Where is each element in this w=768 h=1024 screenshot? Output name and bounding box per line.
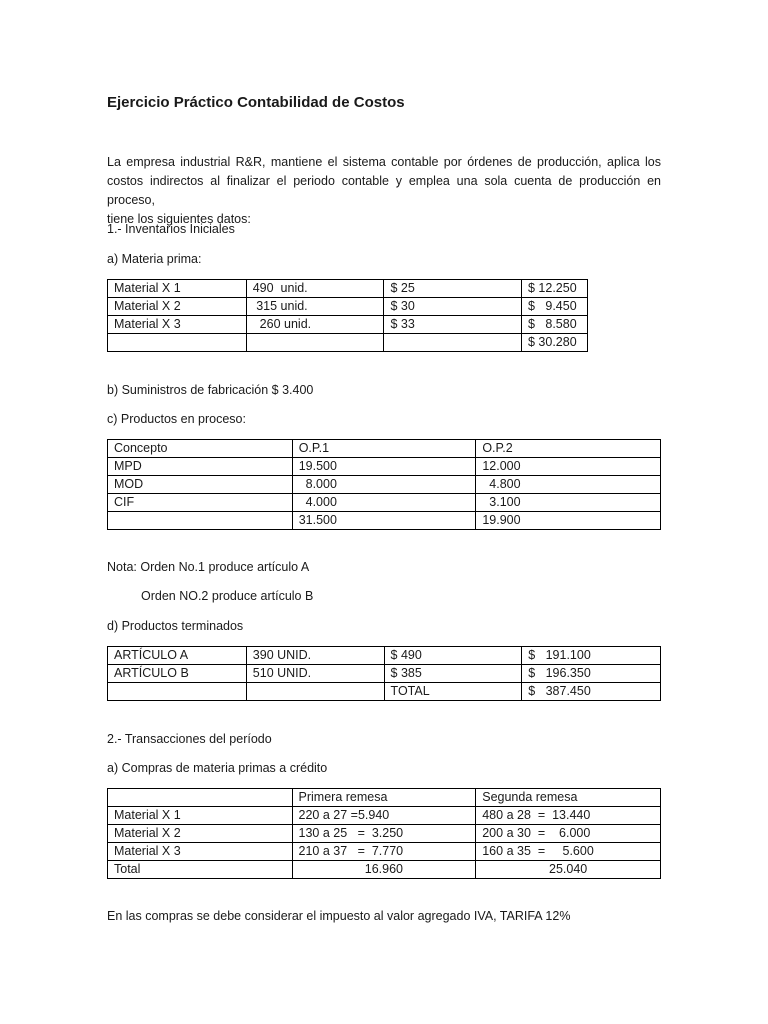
table-cell: $ 30 [384,298,522,316]
table-cell: TOTAL [384,683,522,701]
materia-prima-table [107,279,588,352]
table-row [108,440,661,458]
table-cell: Material X 1 [108,280,247,298]
table-row [108,476,661,494]
table-cell: ARTÍCULO B [108,665,247,683]
table-row [108,334,588,352]
table-row [108,825,661,843]
table-cell: $ 387.450 [522,683,661,701]
table-row [108,665,661,683]
table-row [108,789,661,807]
table-cell: Material X 2 [108,825,293,843]
table-cell: 480 a 28 = 13.440 [476,807,661,825]
table-cell: $ 33 [384,316,522,334]
table-cell: Segunda remesa [476,789,661,807]
table-row [108,316,588,334]
table-cell [246,334,384,352]
table-cell: 200 a 30 = 6.000 [476,825,661,843]
table-cell: $ 12.250 [522,280,588,298]
section-heading-inventarios: 1.- Inventarios Iniciales [107,222,235,236]
table-cell: 19.900 [476,512,661,530]
table-row [108,458,661,476]
iva-note: En las compras se debe considerar el impuesto al valor agregado IVA, TARIFA 12% [107,909,571,923]
table-cell: 130 a 25 = 3.250 [292,825,476,843]
table-row [108,647,661,665]
table-row [108,494,661,512]
intro-line: La empresa industrial R&R, mantiene el sistema contable por órdenes de producción, aplica los [107,155,661,169]
table-row [108,683,661,701]
table-cell [384,334,522,352]
table-cell: 12.000 [476,458,661,476]
table-row [108,298,588,316]
productos-terminados-table [107,646,661,701]
table-cell: $ 490 [384,647,522,665]
table-cell: $ 25 [384,280,522,298]
document-title: Ejercicio Práctico Contabilidad de Costos [107,94,405,111]
table-cell [108,334,247,352]
table-cell: 210 a 37 = 7.770 [292,843,476,861]
table-cell: ARTÍCULO A [108,647,247,665]
table-cell: $ 30.280 [522,334,588,352]
table-cell: 16.960 [292,861,476,879]
compras-heading: a) Compras de materia primas a crédito [107,761,328,775]
materia-prima-heading: a) Materia prima: [107,252,202,266]
table-cell: Primera remesa [292,789,476,807]
table-cell: 25.040 [476,861,661,879]
table-cell: 19.500 [292,458,476,476]
intro-paragraph [107,153,661,229]
table-cell: 4.000 [292,494,476,512]
table-cell: 31.500 [292,512,476,530]
table-cell: Total [108,861,293,879]
table-cell: $ 385 [384,665,522,683]
table-cell [108,683,247,701]
table-cell: 260 unid. [246,316,384,334]
table-cell: Material X 1 [108,807,293,825]
table-row [108,280,588,298]
table-cell [108,512,293,530]
productos-terminados-heading: d) Productos terminados [107,619,244,633]
table-cell: O.P.2 [476,440,661,458]
table-cell: Concepto [108,440,293,458]
table-row [108,843,661,861]
table-cell [246,683,384,701]
table-cell: 510 UNID. [246,665,384,683]
intro-line: tiene los siguientes datos: [107,212,251,226]
table-cell: 490 unid. [246,280,384,298]
table-cell: $ 191.100 [522,647,661,665]
compras-table [107,788,661,879]
table-cell: $ 8.580 [522,316,588,334]
table-cell: 8.000 [292,476,476,494]
table-cell: 390 UNID. [246,647,384,665]
table-cell: CIF [108,494,293,512]
table-cell: 4.800 [476,476,661,494]
nota-orden-2: Orden NO.2 produce artículo B [141,589,314,603]
table-cell: Material X 2 [108,298,247,316]
table-cell: $ 196.350 [522,665,661,683]
table-cell: MOD [108,476,293,494]
intro-line: costos indirectos al finalizar el periodo contable y emplea una sola cuenta de producción en proceso, [107,174,661,207]
productos-proceso-heading: c) Productos en proceso: [107,412,246,426]
table-cell: 220 a 27 =5.940 [292,807,476,825]
table-cell: $ 9.450 [522,298,588,316]
table-cell: MPD [108,458,293,476]
table-cell: O.P.1 [292,440,476,458]
table-row [108,861,661,879]
table-cell: 3.100 [476,494,661,512]
productos-proceso-table [107,439,661,530]
table-row [108,512,661,530]
section-heading-transacciones: 2.- Transacciones del período [107,732,272,746]
table-cell: Material X 3 [108,316,247,334]
table-row [108,807,661,825]
table-cell: Material X 3 [108,843,293,861]
table-cell [108,789,293,807]
nota-orden-1: Nota: Orden No.1 produce artículo A [107,560,310,574]
table-cell: 315 unid. [246,298,384,316]
suministros-line: b) Suministros de fabricación $ 3.400 [107,383,314,397]
table-cell: 160 a 35 = 5.600 [476,843,661,861]
